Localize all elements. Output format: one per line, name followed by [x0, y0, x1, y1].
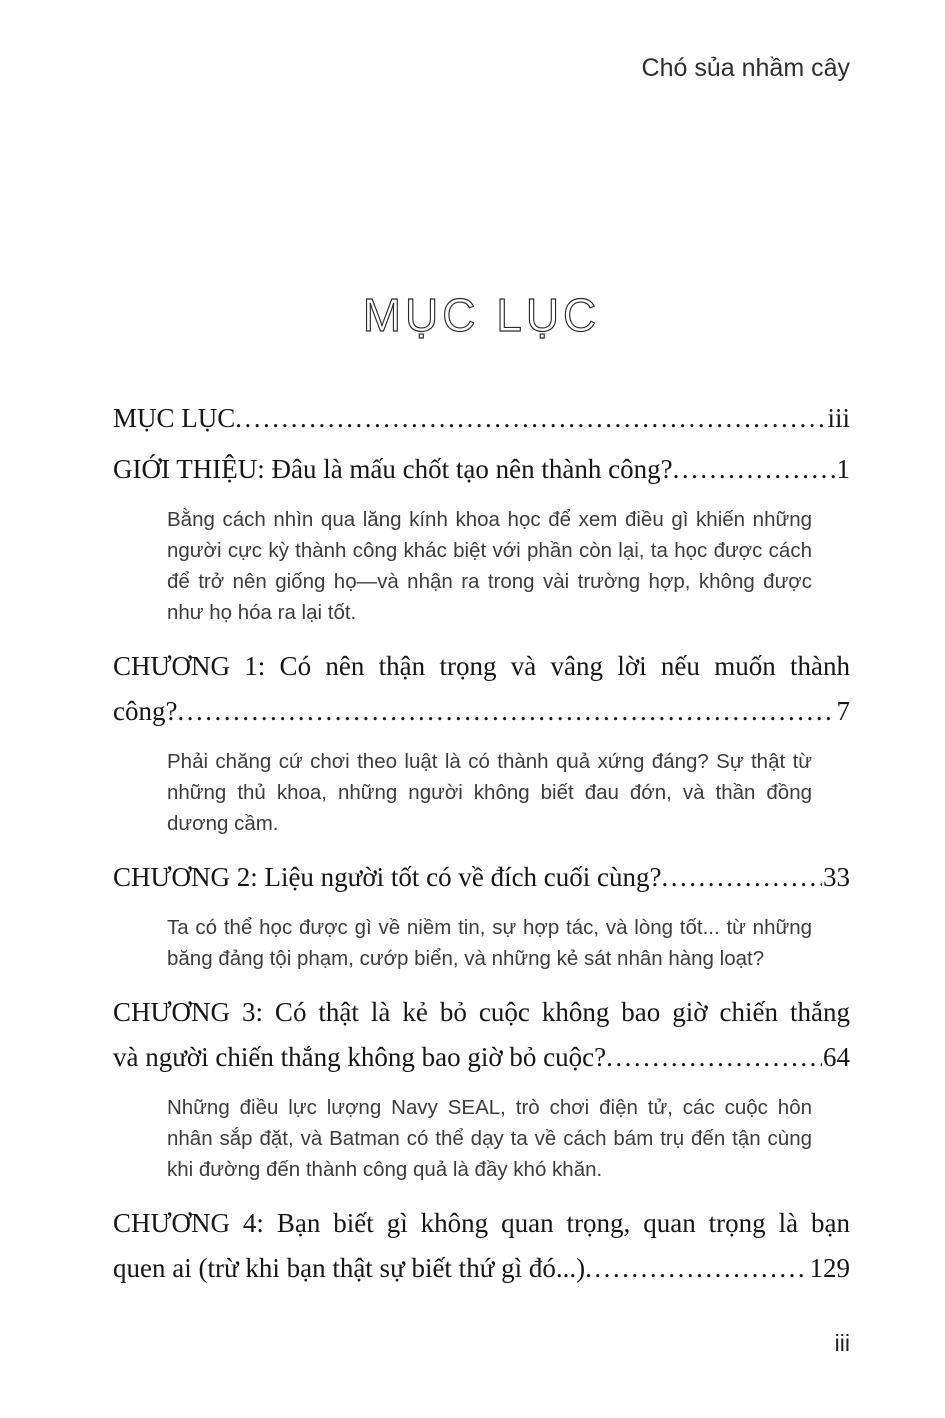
toc-entry-heading — [113, 855, 850, 900]
dot-leader — [235, 396, 826, 441]
running-header: Chó sủa nhầm cây — [641, 54, 850, 82]
toc-entry-heading — [113, 990, 850, 1080]
toc-entry — [113, 396, 850, 441]
toc-entry-title: quen ai (trừ khi bạn thật sự biết thứ gì đó...) — [113, 1253, 586, 1283]
toc-entry-heading — [113, 644, 850, 734]
toc-heading-line: CHƯƠNG 3: Có thật là kẻ bỏ cuộc không bao giờ chiến thắng — [113, 997, 850, 1027]
toc-entry-page-number: 64 — [823, 1042, 850, 1072]
toc-entry-page-number: 129 — [809, 1253, 850, 1283]
toc-entry — [113, 990, 850, 1185]
toc-entry-title: MỤC LỤC — [113, 403, 236, 433]
footer-page-number: iii — [834, 1330, 850, 1356]
dot-leader — [662, 855, 822, 900]
toc-entry — [113, 1201, 850, 1291]
toc-entry-description: Những điều lực lượng Navy SEAL, trò chơi điện tử, các cuộc hôn nhân sắp đặt, và Batman có thể dạy ta về cách bám trụ đến tận cùng khi đường đến thành công quả là đầy khó khăn. — [167, 1096, 812, 1181]
toc-entry-page-number: 33 — [823, 862, 850, 892]
dot-leader — [673, 447, 836, 492]
dot-leader — [606, 1035, 822, 1080]
toc-entry — [113, 644, 850, 839]
toc-heading-last-line — [113, 396, 850, 441]
toc-heading-line: CHƯƠNG 4: Bạn biết gì không quan trọng, quan trọng là bạn — [113, 1208, 850, 1238]
toc-entry — [113, 855, 850, 974]
toc-heading-line: CHƯƠNG 1: Có nên thận trọng và vâng lời nếu muốn thành — [113, 651, 850, 681]
toc-heading-last-line — [113, 1035, 850, 1080]
toc-entry-page-number: 7 — [836, 696, 850, 726]
toc-entry-title: công? — [113, 696, 178, 726]
toc-heading-last-line — [113, 1246, 850, 1291]
table-of-contents — [113, 396, 850, 1291]
toc-heading-last-line — [113, 855, 850, 900]
toc-entry-heading — [113, 1201, 850, 1291]
dot-leader — [585, 1246, 808, 1291]
toc-entry-description: Ta có thể học được gì về niềm tin, sự hợp tác, và lòng tốt... từ những băng đảng tội phạm, cướp biển, và những kẻ sát nhân hàng loạt? — [167, 916, 812, 970]
toc-entry-description: Phải chăng cứ chơi theo luật là có thành quả xứng đáng? Sự thật từ những thủ khoa, những người không biết đau đớn, và thần đồng dương cầm. — [167, 750, 812, 835]
toc-entry-heading — [113, 447, 850, 492]
toc-heading-last-line — [113, 689, 850, 734]
toc-entry-title: GIỚI THIỆU: Đâu là mấu chốt tạo nên thành công? — [113, 454, 673, 484]
toc-entry-heading — [113, 396, 850, 441]
toc-entry-page-number: 1 — [836, 454, 850, 484]
dot-leader — [177, 689, 835, 734]
toc-entry-description: Bằng cách nhìn qua lăng kính khoa học để xem điều gì khiến những người cực kỳ thành công khác biệt với phần còn lại, ta học được cách để trở nên giống họ—và nhận ra trong vài trường hợp, không được như họ hóa ra lại tốt. — [167, 508, 812, 624]
toc-entry-page-number: iii — [827, 403, 850, 433]
toc-entry — [113, 447, 850, 628]
toc-heading-last-line — [113, 447, 850, 492]
toc-entry-title: CHƯƠNG 2: Liệu người tốt có về đích cuối cùng? — [113, 862, 662, 892]
page-title: MỤC LỤC — [362, 289, 601, 341]
toc-entry-title: và người chiến thắng không bao giờ bỏ cuộc? — [113, 1042, 607, 1072]
